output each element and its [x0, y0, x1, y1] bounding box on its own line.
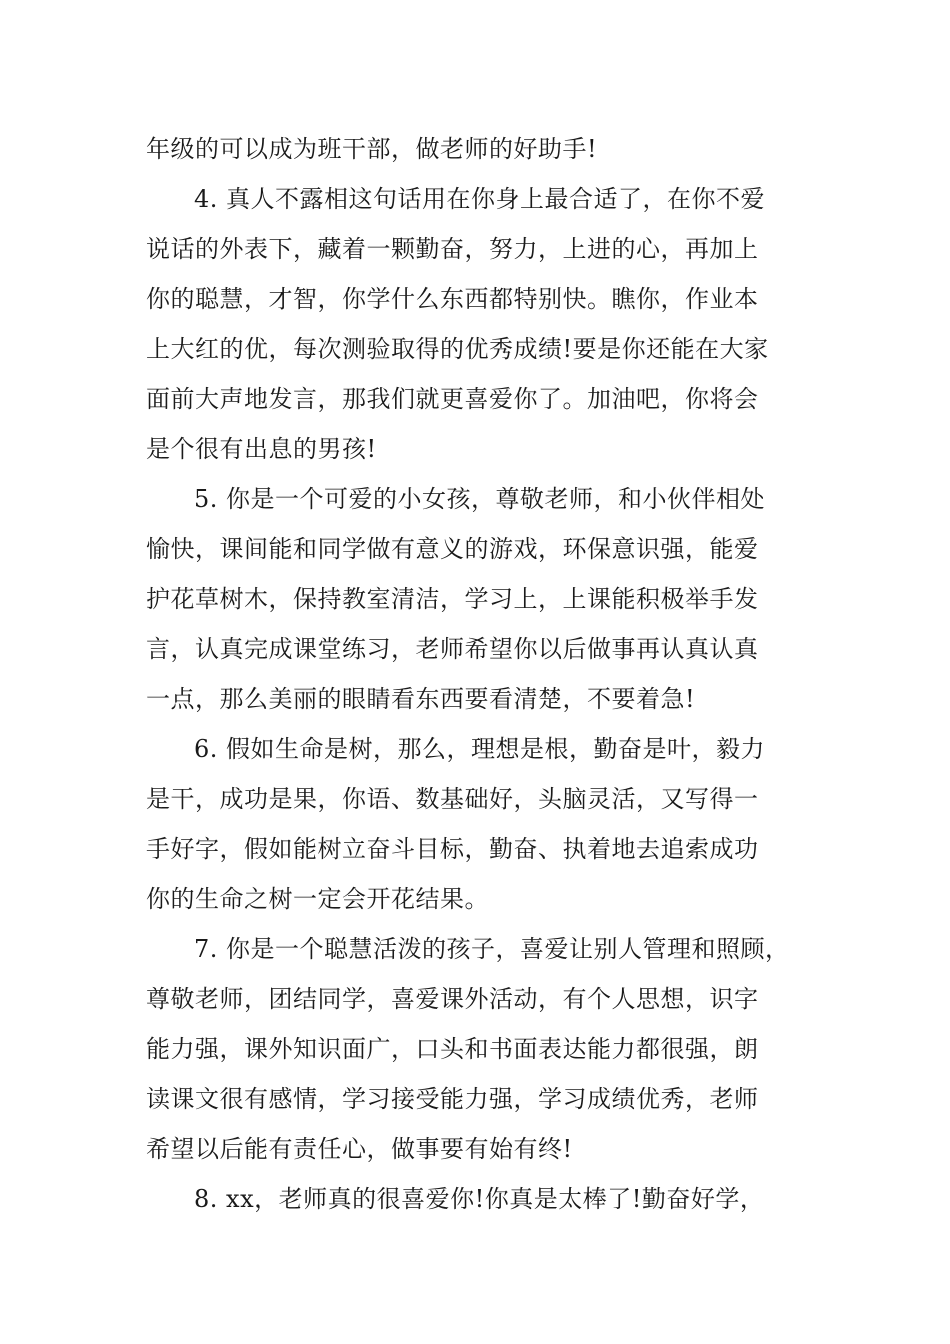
text-line: 面前大声地发言，那我们就更喜爱你了。加油吧，你将会	[146, 385, 759, 413]
text-line: 你的生命之树一定会开花结果。	[146, 885, 489, 913]
paragraph-8-start: 8. xx，老师真的很喜爱你!你真是太棒了!勤奋好学，	[194, 1185, 765, 1213]
text-line: 一点，那么美丽的眼睛看东西要看清楚，不要着急!	[146, 685, 696, 713]
text-line: 你的聪慧，才智，你学什么东西都特别快。瞧你，作业本	[146, 285, 759, 313]
text-line: 是个很有出息的男孩!	[146, 435, 377, 463]
text-line: 愉快，课间能和同学做有意义的游戏，环保意识强，能爱	[146, 535, 759, 563]
text-line: 读课文很有感情，学习接受能力强，学习成绩优秀，老师	[146, 1085, 759, 1113]
paragraph-5-start: 5. 你是一个可爱的小女孩，尊敬老师，和小伙伴相处	[194, 485, 766, 513]
text-line: 能力强，课外知识面广，口头和书面表达能力都很强，朗	[146, 1035, 759, 1063]
text-line: 说话的外表下，藏着一颗勤奋，努力，上进的心，再加上	[146, 235, 759, 263]
text-line: 尊敬老师，团结同学，喜爱课外活动，有个人思想，识字	[146, 985, 759, 1013]
text-line: 是干，成功是果，你语、数基础好，头脑灵活，又写得一	[146, 785, 759, 813]
text-line: 年级的可以成为班干部，做老师的好助手!	[146, 135, 598, 163]
text-line: 上大红的优，每次测验取得的优秀成绩!要是你还能在大家	[146, 335, 769, 363]
text-line: 言，认真完成课堂练习，老师希望你以后做事再认真认真	[146, 635, 759, 663]
text-line: 护花草树木，保持教室清洁，学习上，上课能积极举手发	[146, 585, 759, 613]
text-line: 手好字，假如能树立奋斗目标，勤奋、执着地去追索成功	[146, 835, 759, 863]
paragraph-7-start: 7. 你是一个聪慧活泼的孩子，喜爱让别人管理和照顾，	[194, 935, 790, 963]
text-line: 希望以后能有责任心，做事要有始有终!	[146, 1135, 573, 1163]
paragraph-4-start: 4. 真人不露相这句话用在你身上最合适了，在你不爱	[194, 185, 766, 213]
paragraph-6-start: 6. 假如生命是树，那么，理想是根，勤奋是叶，毅力	[194, 735, 766, 763]
